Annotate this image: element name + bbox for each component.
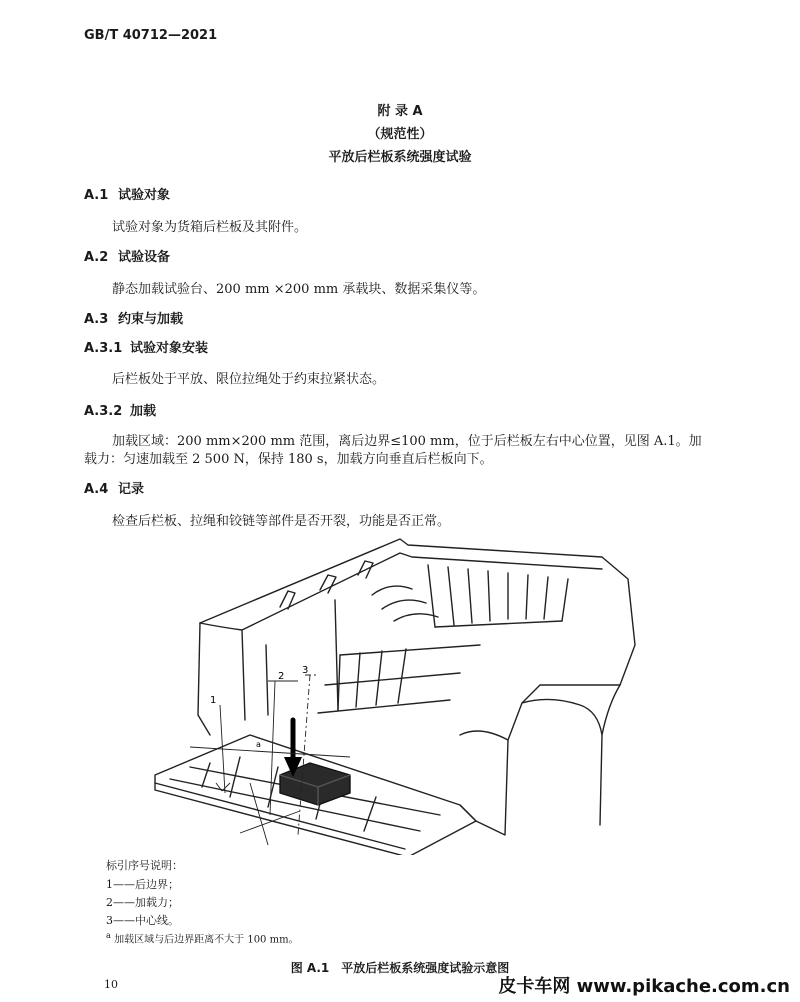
floor-ribs-near (338, 649, 406, 710)
heading-a31: A.3.1 试验对象安装 (84, 341, 209, 356)
legend-item-1: 1——后边界； (106, 878, 179, 891)
body-a2: 静态加载试验台、200 mm ×200 mm 承载块、数据采集仪等。 (112, 282, 486, 297)
callout-3: 3 (302, 665, 309, 676)
page-number: 10 (104, 978, 118, 991)
body-a32-line1: 加载区域：200 mm×200 mm 范围，离后边界≤100 mm，位于后栏板左右中心位置，见图 A.1。加 (112, 434, 702, 449)
appendix-title: 附 录 A (377, 104, 423, 119)
left-wall-lines (266, 600, 338, 715)
appendix-subtitle: 平放后栏板系统强度试验 (328, 150, 472, 165)
heading-a4: A.4 记录 (84, 482, 145, 497)
heading-a2: A.2 试验设备 (84, 250, 171, 265)
body-a31: 后栏板处于平放、限位拉绳处于约束拉紧状态。 (112, 372, 386, 387)
right-wheel-arch (522, 685, 620, 825)
body-a32-line2: 载力：匀速加载至 2 500 N，保持 180 s，加载方向垂直后栏板向下。 (84, 452, 493, 467)
figure-footnote: $^a$ 加载区域与后边界距离不大于 100 mm。 (106, 930, 299, 946)
right-wall-curve (460, 731, 508, 740)
legend-title: 标引序号说明： (106, 859, 183, 872)
body-a1: 试验对象为货箱后栏板及其附件。 (112, 220, 308, 235)
heading-a3: A.3 约束与加载 (84, 312, 184, 327)
body-a4: 检查后栏板、拉绳和铰链等部件是否开裂，功能是否正常。 (112, 514, 451, 529)
tailgate-test-figure (150, 535, 650, 855)
front-wall-ribs (280, 561, 373, 609)
left-wall-edge (198, 623, 210, 735)
figure-note-marker: a (256, 740, 261, 749)
callout-1: 1 (210, 695, 217, 706)
dimension-line (190, 747, 350, 757)
floor-ribs-far (428, 565, 568, 627)
left-wall-inner (200, 623, 245, 720)
watermark: 皮卡车网 www.pikache.com.cn (498, 976, 790, 997)
appendix-nature: （规范性） (367, 127, 433, 142)
figure-caption: 图 A.1 平放后栏板系统强度试验示意图 (290, 961, 510, 975)
legend-item-3: 3——中心线。 (106, 914, 179, 927)
heading-a32: A.3.2 加载 (84, 404, 157, 419)
heading-a1: A.1 试验对象 (84, 188, 171, 203)
callout-2: 2 (278, 671, 285, 682)
wheel-arch-ribs (372, 586, 438, 621)
standard-number: GB/T 40712—2021 (84, 28, 218, 43)
legend-item-2: 2——加载力； (106, 896, 179, 909)
bed-front-rim (242, 553, 602, 630)
